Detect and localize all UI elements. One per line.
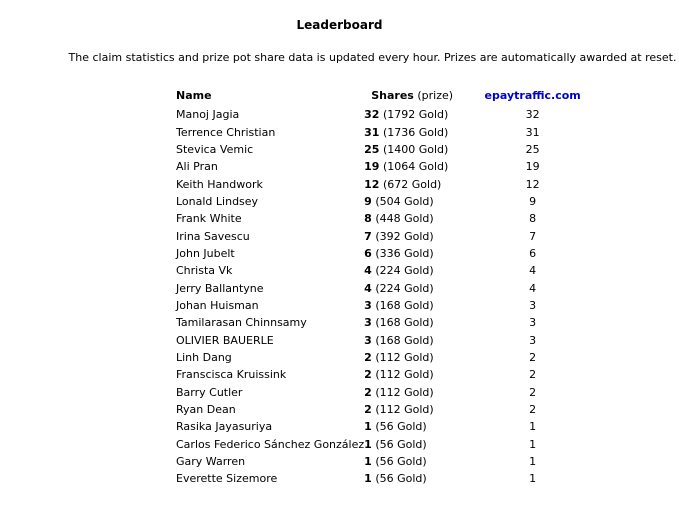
row-name: Linh Dang [176, 350, 232, 364]
row-shares [364, 418, 460, 435]
column-header-site: epaytraffic.com [484, 89, 581, 102]
leaderboard-body [176, 106, 605, 488]
table-row [176, 175, 605, 192]
row-site-count: 4 [529, 264, 537, 278]
row-site-count: 2 [529, 385, 537, 399]
table-row [176, 349, 605, 366]
row-site-count: 31 [525, 125, 540, 139]
row-shares [364, 314, 460, 331]
row-site-count: 3 [529, 298, 537, 312]
row-shares [364, 453, 460, 470]
row-shares [364, 366, 460, 383]
row-shares-count: 3 [364, 316, 372, 330]
row-shares-count: 4 [364, 264, 372, 278]
leaderboard-table [176, 86, 605, 488]
row-name: Keith Handwork [176, 177, 263, 191]
row-prize: (112 Gold) [375, 403, 434, 417]
row-shares [364, 436, 460, 453]
row-name: Jerry Ballantyne [176, 281, 264, 295]
table-row [176, 210, 605, 227]
table-row [176, 279, 605, 296]
row-shares [364, 279, 460, 296]
row-name: Lonald Lindsey [176, 194, 259, 208]
table-row [176, 331, 605, 348]
row-prize: (56 Gold) [375, 437, 427, 451]
row-site-count: 3 [529, 316, 537, 330]
row-shares [364, 297, 460, 314]
row-site-count: 8 [529, 212, 537, 226]
row-name: Stevica Vemic [176, 142, 254, 156]
row-prize: (168 Gold) [375, 316, 434, 330]
row-prize: (56 Gold) [375, 472, 427, 486]
row-site-count: 2 [529, 368, 537, 382]
row-shares [364, 331, 460, 348]
row-shares-count: 31 [364, 125, 380, 139]
row-shares-count: 9 [364, 194, 372, 208]
row-site-count: 1 [529, 455, 537, 469]
row-shares [364, 193, 460, 210]
page-description: The claim statistics and prize pot share data is updated every hour. Prizes are automatically awarded at reset. [68, 51, 677, 64]
row-shares-count: 12 [364, 177, 380, 191]
row-site-count: 2 [529, 350, 537, 364]
row-name: Everette Sizemore [176, 472, 278, 486]
column-header-shares-suffix: (prize) [417, 89, 454, 102]
row-site-count: 4 [529, 281, 537, 295]
table-row [176, 401, 605, 418]
row-shares-count: 1 [364, 437, 372, 451]
row-shares-count: 3 [364, 333, 372, 347]
row-name: Irina Savescu [176, 229, 250, 243]
row-site-count: 19 [525, 160, 540, 174]
table-row [176, 453, 605, 470]
row-shares [364, 158, 460, 175]
row-prize: (168 Gold) [375, 298, 434, 312]
row-name: Gary Warren [176, 455, 246, 469]
row-name: Ryan Dean [176, 403, 236, 417]
row-shares [364, 175, 460, 192]
table-row [176, 227, 605, 244]
row-name: Carlos Federico Sánchez González [176, 437, 365, 451]
row-shares-count: 4 [364, 281, 372, 295]
row-shares [364, 384, 460, 401]
row-site-count: 3 [529, 333, 537, 347]
row-prize: (504 Gold) [375, 194, 434, 208]
row-shares [364, 210, 460, 227]
row-name: Terrence Christian [176, 125, 276, 139]
row-name: Tamilarasan Chinnsamy [176, 316, 307, 330]
row-name: OLIVIER BAUERLE [176, 333, 274, 347]
row-prize: (1792 Gold) [382, 108, 449, 122]
table-row [176, 141, 605, 158]
column-header-name: Name [176, 89, 212, 102]
row-prize: (1400 Gold) [382, 142, 449, 156]
table-row [176, 245, 605, 262]
row-site-count: 6 [529, 246, 537, 260]
row-site-count: 32 [525, 108, 540, 122]
row-shares-count: 8 [364, 212, 372, 226]
table-row [176, 436, 605, 453]
row-site-count: 25 [525, 142, 540, 156]
row-prize: (224 Gold) [375, 281, 434, 295]
row-shares-count: 2 [364, 403, 372, 417]
row-site-count: 2 [529, 403, 537, 417]
row-prize: (224 Gold) [375, 264, 434, 278]
row-prize: (336 Gold) [375, 246, 434, 260]
row-shares [364, 470, 460, 487]
table-row [176, 297, 605, 314]
row-shares-count: 2 [364, 385, 372, 399]
row-name: John Jubelt [176, 246, 235, 260]
column-header-shares-label: Shares [371, 89, 414, 102]
row-shares-count: 6 [364, 246, 372, 260]
row-prize: (112 Gold) [375, 368, 434, 382]
row-shares-count: 1 [364, 472, 372, 486]
row-shares [364, 227, 460, 244]
row-shares [364, 106, 460, 123]
row-shares [364, 349, 460, 366]
row-name: Rasika Jayasuriya [176, 420, 273, 434]
row-shares [364, 262, 460, 279]
row-prize: (56 Gold) [375, 420, 427, 434]
table-row [176, 366, 605, 383]
row-shares-count: 1 [364, 455, 372, 469]
row-shares [364, 141, 460, 158]
row-prize: (168 Gold) [375, 333, 434, 347]
row-site-count: 12 [525, 177, 540, 191]
table-row [176, 470, 605, 487]
table-row [176, 262, 605, 279]
row-name: Ali Pran [176, 160, 218, 174]
row-site-count: 1 [529, 420, 537, 434]
row-shares [364, 245, 460, 262]
row-prize: (448 Gold) [375, 212, 434, 226]
table-header-row [176, 86, 605, 106]
table-row [176, 123, 605, 140]
row-name: Manoj Jagia [176, 108, 240, 122]
table-row [176, 384, 605, 401]
row-prize: (1064 Gold) [382, 160, 449, 174]
row-prize: (112 Gold) [375, 385, 434, 399]
row-site-count: 9 [529, 194, 537, 208]
row-shares [364, 123, 460, 140]
table-row [176, 158, 605, 175]
row-shares-count: 7 [364, 229, 372, 243]
row-prize: (392 Gold) [375, 229, 434, 243]
row-site-count: 1 [529, 437, 537, 451]
page-title: Leaderboard [296, 18, 383, 32]
row-name: Christa Vk [176, 264, 233, 278]
row-shares-count: 25 [364, 142, 380, 156]
row-shares-count: 1 [364, 420, 372, 434]
row-shares-count: 32 [364, 108, 380, 122]
row-prize: (56 Gold) [375, 455, 427, 469]
table-row [176, 106, 605, 123]
row-name: Frank White [176, 212, 242, 226]
row-prize: (112 Gold) [375, 350, 434, 364]
row-prize: (1736 Gold) [382, 125, 449, 139]
row-name: Barry Cutler [176, 385, 243, 399]
row-shares-count: 3 [364, 298, 372, 312]
table-row [176, 418, 605, 435]
row-shares-count: 2 [364, 368, 372, 382]
row-prize: (672 Gold) [382, 177, 442, 191]
row-name: Franscisca Kruissink [176, 368, 287, 382]
table-row [176, 193, 605, 210]
column-header-shares [364, 86, 460, 106]
row-name: Johan Huisman [176, 298, 259, 312]
row-shares-count: 2 [364, 350, 372, 364]
row-site-count: 7 [529, 229, 537, 243]
row-site-count: 1 [529, 472, 537, 486]
table-row [176, 314, 605, 331]
row-shares [364, 401, 460, 418]
row-shares-count: 19 [364, 160, 380, 174]
